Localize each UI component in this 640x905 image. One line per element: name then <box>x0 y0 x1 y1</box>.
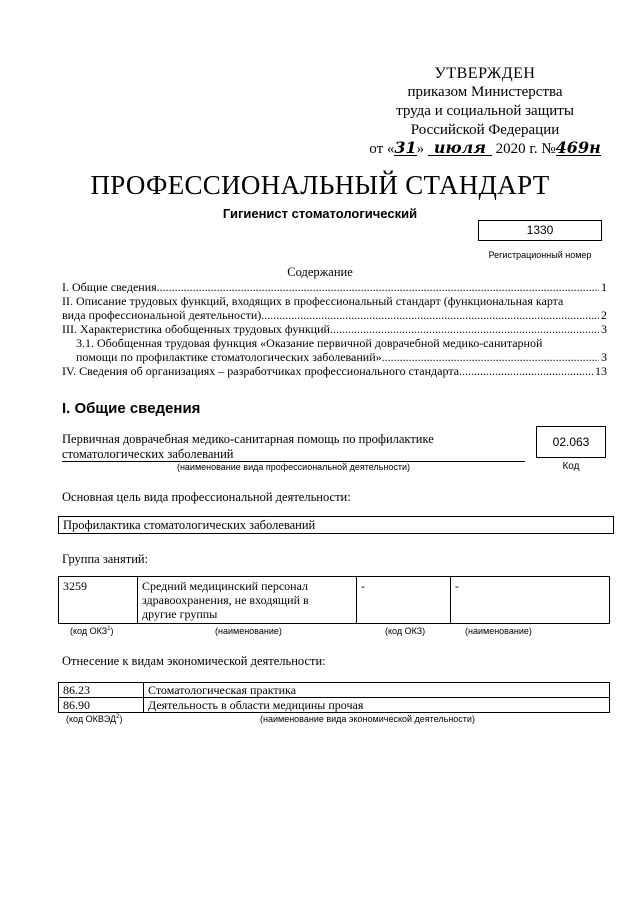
approval-date: от «31» июля 2020 г. №469н <box>369 138 601 157</box>
occupation-group-table <box>58 576 610 624</box>
goal-box: Профилактика стоматологических заболеваний <box>58 516 614 534</box>
okved-table <box>58 682 610 713</box>
group-label: Группа занятий: <box>62 552 149 566</box>
okved-caption: (код ОКВЭД$^2$) <box>66 714 123 724</box>
okved-name-cell: Стоматологическая практика <box>144 683 610 698</box>
toc-item[interactable]: II. Описание трудовых функций, входящих в профессиональный стандарт (функциональная карта вида профессиональной деятельности) ..... 2 <box>62 294 607 322</box>
approval-month: июля <box>428 140 492 156</box>
approval-line: приказом Министерства <box>407 84 563 100</box>
table-row <box>59 698 610 713</box>
activity-code-box: 02.063 <box>536 426 606 458</box>
okz-code-cell: - <box>357 577 451 624</box>
table-row <box>59 683 610 698</box>
okved-name-cell: Деятельность в области медицины прочая <box>144 698 610 713</box>
approval-number: 469н <box>555 138 601 157</box>
approval-block <box>340 64 630 159</box>
toc-item[interactable]: I. Общие сведения ..... 1 <box>62 280 607 294</box>
approval-line: Российской Федерации <box>410 122 560 138</box>
occupation-name-cell: Средний медицинский персонал здравоохранения, не входящий в другие группы <box>138 577 357 624</box>
okved-caption: (наименование вида экономической деятельности) <box>260 714 475 724</box>
goal-label: Основная цель вида профессиональной деятельности: <box>62 490 351 504</box>
code-label: Код <box>562 461 580 472</box>
registration-label: Регистрационный номер <box>488 250 592 260</box>
toc-item[interactable]: IV. Сведения об организациях – разработчиках профессионального стандарта ..... 13 <box>62 364 607 378</box>
activity-name: Первичная доврачебная медико-санитарная помощь по профилактике стоматологических заболеваний <box>62 432 434 461</box>
group-caption: (наименование) <box>215 626 282 636</box>
approval-title: УТВЕРЖДЕН <box>434 65 536 82</box>
group-caption: (код ОКЗ$^1$) <box>70 626 114 636</box>
toc-item[interactable]: III. Характеристика обобщенных трудовых функций ..... 3 <box>62 322 607 336</box>
activity-caption: (наименование вида профессиональной деятельности) <box>176 462 411 472</box>
okved-label: Отнесение к видам экономической деятельности: <box>62 654 326 668</box>
page-subtitle: Гигиенист стоматологический <box>222 206 418 221</box>
approval-day: 31 <box>394 138 417 157</box>
toc-item[interactable]: 3.1. Обобщенная трудовая функция «Оказание первичной доврачебной медико-санитарной помощи по профилактике стоматологических заболеваний» ..... 3 <box>62 336 607 364</box>
approval-line: труда и социальной защиты <box>396 103 574 119</box>
page-title: ПРОФЕССИОНАЛЬНЫЙ СТАНДАРТ <box>90 170 550 200</box>
group-caption: (код ОКЗ) <box>385 626 426 636</box>
group-caption: (наименование) <box>465 626 532 636</box>
table-of-contents <box>62 280 607 378</box>
section-heading: I. Общие сведения <box>62 400 201 417</box>
okved-code-cell: 86.90 <box>59 698 144 713</box>
toc-heading: Содержание <box>287 265 353 279</box>
table-row <box>59 577 610 624</box>
okved-code-cell: 86.23 <box>59 683 144 698</box>
occupation-name-cell: - <box>451 577 610 624</box>
registration-number-box: 1330 <box>478 220 602 241</box>
okz-code-cell: 3259 <box>59 577 138 624</box>
